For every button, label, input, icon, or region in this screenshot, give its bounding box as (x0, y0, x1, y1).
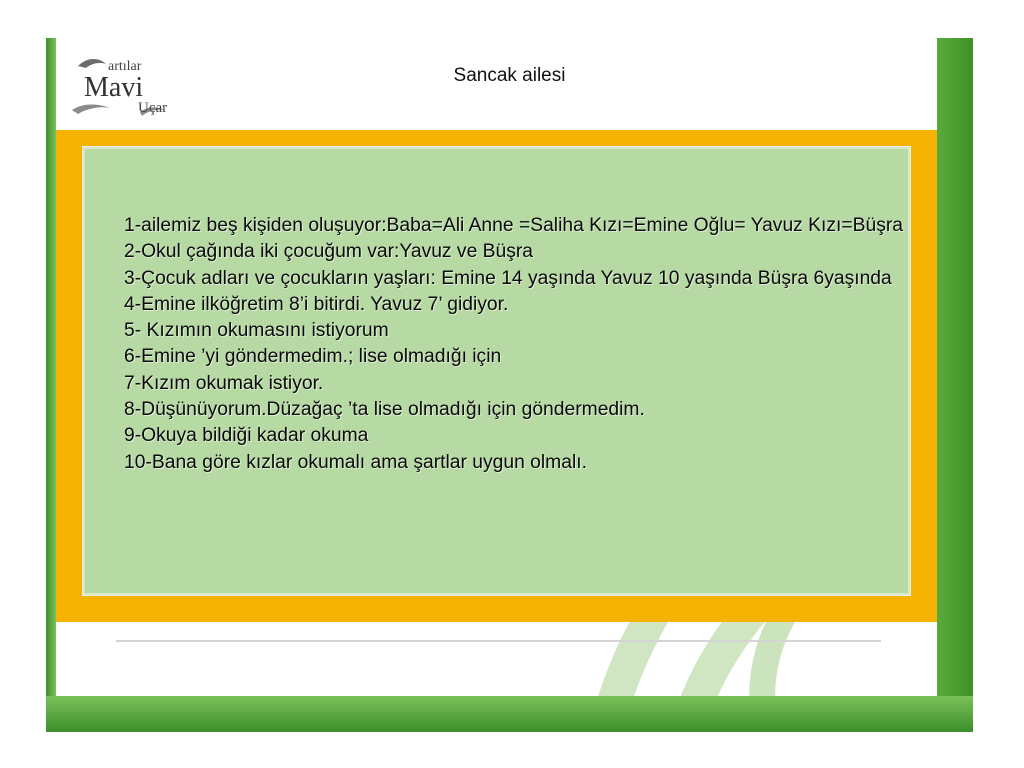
svg-text:artılar: artılar (108, 59, 142, 74)
family-info-list (124, 213, 904, 476)
left-green-bar (46, 38, 56, 732)
list-item: 8-Düşünüyorum.Düzağaç ’ta lise olmadığı için göndermedim. (124, 399, 645, 421)
list-item: 4-Emine ilköğretim 8’i bitirdi. Yavuz 7’ gidiyor. (124, 293, 509, 315)
slide-title: Sancak ailesi (453, 65, 566, 86)
content-box (82, 146, 911, 596)
footer-divider (116, 640, 881, 642)
list-item: 3-Çocuk adları ve çocukların yaşları: Emine 14 yaşında Yavuz 10 yaşında Büşra 6yaşında (124, 267, 892, 289)
right-green-bar (937, 38, 973, 732)
gold-frame (56, 130, 937, 622)
list-item: 7-Kızım okumak istiyor. (124, 372, 324, 394)
list-item: 1-ailemiz beş kişiden oluşuyor:Baba=Ali Anne =Saliha Kızı=Emine Oğlu= Yavuz Kızı=Büşra (124, 215, 904, 236)
list-item: 6-Emine ’yi göndermedim.; lise olmadığı için (124, 346, 502, 368)
list-item: 10-Bana göre kızlar okumalı ama şartlar uygun olmalı. (124, 451, 587, 473)
svg-text:Uçar: Uçar (138, 100, 168, 116)
list-item: 5- Kızımın okumasını istiyorum (124, 320, 389, 342)
list-item: 2-Okul çağında iki çocuğum var:Yavuz ve Büşra (124, 241, 534, 263)
bottom-green-bar (46, 696, 973, 732)
slide (46, 38, 973, 732)
list-item: 9-Okuya bildiği kadar okuma (124, 425, 369, 447)
svg-text:Mavi: Mavi (84, 72, 144, 103)
